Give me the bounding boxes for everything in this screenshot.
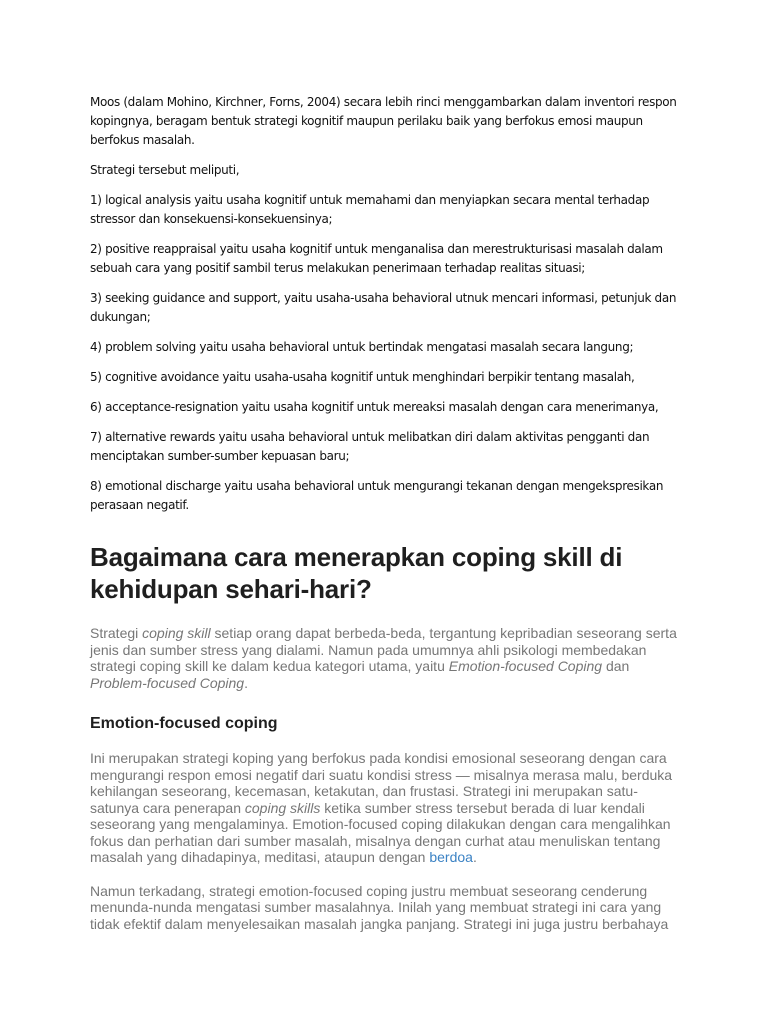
paragraph-text: ketika sumber stress tersebut berada di luar kendali seseorang yang mengalaminya. Emotion-focused coping dilakukan dengan cara mengalihkan fokus dan perhatian dari sumber masalah, misalnya dengan curhat atau menuliskan tentang masalah yang dihadapinya, meditasi, ataupun dengan (90, 799, 671, 865)
strategies-lead: Strategi tersebut meliputi, (90, 163, 240, 177)
berdoa-link[interactable]: berdoa (429, 849, 473, 865)
paragraph-text: . (244, 674, 248, 691)
strategy-item-4: 4) problem solving yaitu usaha behavioral untuk bertindak mengatasi masalah secara langung; (90, 340, 634, 354)
strategy-item-1: 1) logical analysis yaitu usaha kognitif untuk memahami dan menyiapkan secara mental terhadap stressor dan konsekuensi-konsekuensinya; (90, 193, 650, 226)
coping-strategies-section (90, 93, 690, 526)
strategy-item-7: 7) alternative rewards yaitu usaha behavioral untuk melibatkan diri dalam aktivitas pengganti dan menciptakan sumber-sumber kepuasan baru; (90, 430, 650, 463)
strategy-item-8: 8) emotional discharge yaitu usaha behavioral untuk mengurangi tekanan dengan mengekspresikan perasaan negatif. (90, 479, 664, 512)
strategy-item-5: 5) cognitive avoidance yaitu usaha-usaha kognitif untuk menghindari berpikir tentang masalah, (90, 370, 635, 384)
emphasis-problem-focused: Problem-focused Coping (90, 674, 245, 691)
article-section (90, 541, 680, 932)
paragraph-text: dan (602, 658, 630, 674)
article-paragraph-3: Namun terkadang, strategi emotion-focused coping justru membuat seseorang cenderung menunda-nunda mengatasi sumber masalahnya. Inilah yang membuat strategi ini cara yang tidak efektif dalam menyelesaikan masalah jangka panjang. Strategi ini juga justru berbahaya (90, 882, 669, 932)
strategy-item-2: 2) positive reappraisal yaitu usaha kognitif untuk menganalisa dan merestrukturisasi masalah dalam sebuah cara yang positif sambil terus melakukan penerimaan terhadap realitas situasi; (90, 242, 663, 275)
article-paragraph-1 (90, 625, 680, 691)
emphasis-coping-skills: coping skills (244, 799, 321, 816)
emphasis-coping-skill: coping skill (142, 625, 211, 641)
paragraph-text: setiap orang dapat berbeda-beda, tergantung kepribadian seseorang serta jenis dan sumber stress yang dialami. Namun pada umumnya ahli psikologi membedakan strategi coping skill ke dalam kedua kategori utama, yaitu (90, 625, 677, 674)
article-heading: Bagaimana cara menerapkan coping skill di kehidupan sehari-hari? (90, 542, 623, 604)
emphasis-emotion-focused: Emotion-focused Coping (448, 658, 603, 674)
article-subheading: Emotion-focused coping (90, 715, 278, 732)
article-paragraph-2 (90, 750, 680, 866)
intro-paragraph: Moos (dalam Mohino, Kirchner, Forns, 2004) secara lebih rinci menggambarkan dalam inventori respon kopingnya, beragam bentuk strategi kognitif maupun perilaku baik yang berfokus emosi maupun berfokus masalah. (90, 95, 677, 147)
paragraph-text: Strategi (90, 625, 143, 641)
strategy-item-3: 3) seeking guidance and support, yaitu usaha-usaha behavioral utnuk mencari informasi, petunjuk dan dukungan; (90, 291, 677, 324)
paragraph-text: . (472, 849, 477, 865)
paragraph-text: Ini merupakan strategi koping yang berfokus pada kondisi emosional seseorang dengan cara mengurangi respon emosi negatif dari suatu kondisi stress — misalnya merasa malu, berduka kehilangan seseorang, kecemasan, ketakutan, dan frustasi. Strategi ini merupakan satu-satunya cara penerapan (90, 750, 673, 816)
strategy-item-6: 6) acceptance-resignation yaitu usaha kognitif untuk mereaksi masalah dengan cara menerimanya, (90, 400, 659, 414)
